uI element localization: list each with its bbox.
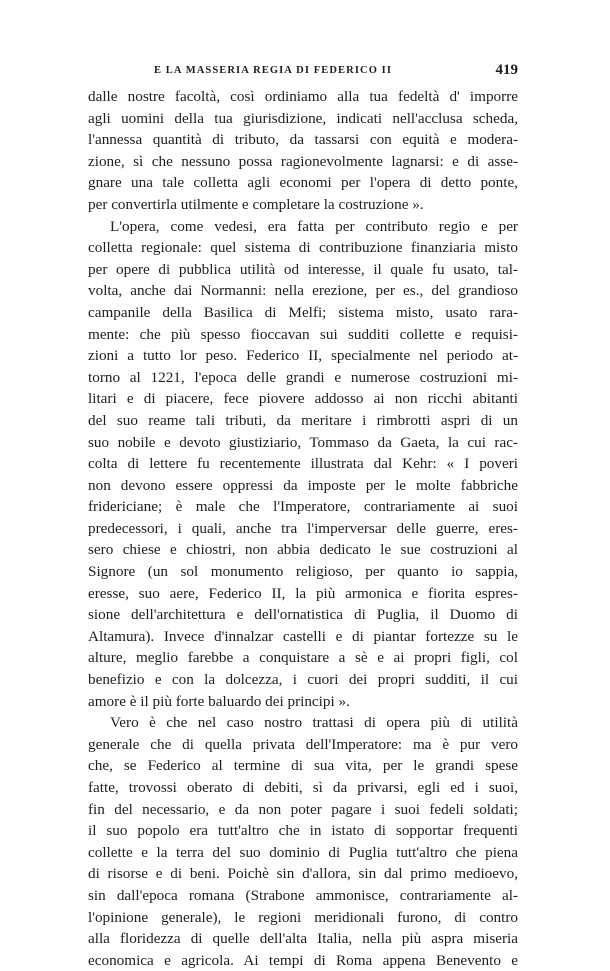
text-line: suo nobile e devoto giustiziario, Tommaso da Gaeta, la cui rac- <box>88 433 518 451</box>
page-header <box>88 62 518 82</box>
text-line: mente: che più spesso fioccavan sui sudditi collette e requisi- <box>88 325 518 343</box>
body-text <box>88 86 518 971</box>
text-line: di risorse e di beni. Poichè sin d'allora, sin dal primo medioevo, <box>88 865 518 883</box>
text-line: economica e agricola. Ai tempi di Roma appena Benevento e <box>88 951 518 969</box>
text-line: fin del necessario, e da non poter pagare i suoi fedeli soldati; <box>88 800 518 818</box>
text-line: campanile della Basilica di Melfi; sistema misto, usato rara- <box>88 303 518 321</box>
text-line: del suo reame tali tributi, da meritare i rimbrotti aspri di un <box>88 411 518 429</box>
text-line: colletta regionale: quel sistema di contribuzione finanziaria misto <box>88 239 518 257</box>
text-line: agli uomini della tua giurisdizione, indicati nell'acclusa scheda, <box>88 109 518 127</box>
text-line: per convertirla utilmente e completare la costruzione ». <box>88 195 424 213</box>
text-line: sero chiese e chiostri, non abbia dedicato le sue costruzioni al <box>88 541 518 559</box>
text-line: generale che di quella privata dell'Imperatore: ma è pur vero <box>88 735 518 753</box>
paragraph-3 <box>88 712 518 971</box>
paragraph-2 <box>88 216 518 713</box>
text-line: il suo popolo era tutt'altro che in istato di sopportar frequenti <box>88 822 518 840</box>
text-line: sione dell'architettura e dell'ornatistica di Puglia, il Duomo di <box>88 606 518 624</box>
paragraph-1 <box>88 86 518 216</box>
text-line: L'opera, come vedesi, era fatta per contributo regio e per <box>110 217 518 235</box>
text-line: predecessori, i quali, anche tra l'imperversar delle guerre, eres- <box>88 519 518 537</box>
text-line: alture, meglio farebbe a conquistare a sè e ai propri figli, col <box>88 649 518 667</box>
text-line: torno al 1221, l'epoca delle grandi e numerose costruzioni mi- <box>88 368 518 386</box>
text-line: gnare una tale colletta agli economi per l'opera di detto ponte, <box>88 174 518 192</box>
text-line: sin dall'epoca romana (Strabone ammonisce, contrariamente al- <box>88 886 518 904</box>
text-line: per opere di pubblica utilità od interesse, il quale fu usato, tal- <box>88 260 518 278</box>
text-line: Vero è che nel caso nostro trattasi di opera più di utilità <box>110 714 518 732</box>
text-line: dalle nostre facoltà, così ordiniamo alla tua fedeltà d' imporre <box>88 88 518 105</box>
text-line: zioni a tutto lor peso. Federico II, specialmente nel periodo at- <box>88 347 518 365</box>
running-title: E LA MASSERIA REGIA DI FEDERICO II <box>153 65 393 76</box>
text-line: eresse, suo aere, Federico II, la più armonica e fiorita espres- <box>88 584 518 602</box>
text-line: zione, sì che nessuno possa ragionevolmente lagnarsi: e di asse- <box>88 152 518 170</box>
text-line: Altamura). Invece d'innalzar castelli e di piantar fortezze su le <box>88 627 518 645</box>
text-line: Signore (un sol monumento religioso, per quanto io sappia, <box>88 563 518 581</box>
text-line: volta, anche dai Normanni: nella erezione, per es., del grandioso <box>88 282 518 300</box>
text-line: l'annessa quantità di tributo, da tassarsi con equità e modera- <box>88 131 518 149</box>
text-line: benefizio e con la dolcezza, i cuori dei propri sudditi, il cui <box>88 671 518 689</box>
text-line: l'opinione generale), le regioni meridionali furono, di contro <box>88 908 518 926</box>
page-number: 419 <box>495 62 518 78</box>
text-line: che, se Federico al termine di sua vita, per le grandi spese <box>88 757 518 775</box>
text-line: collette e la terra del suo dominio di Puglia tutt'altro che piena <box>88 843 518 861</box>
text-line: alla floridezza di quelle dell'alta Italia, nella più aspra miseria <box>88 930 518 948</box>
text-line: fatte, trovossi oberato di debiti, sì da privarsi, egli ed i suoi, <box>88 779 518 796</box>
text-line: amore è il più forte baluardo dei principi ». <box>88 692 350 710</box>
text-line: colta di lettere fu recentemente illustrata dal Kehr: « I poveri <box>88 455 518 473</box>
text-line: litari e di piacere, fece piovere addosso ai non ricchi abitanti <box>88 390 518 408</box>
text-line: non devono essere oppressi da imposte per le molte fabbriche <box>88 476 518 494</box>
text-line: fridericiane; è male che l'Imperatore, contrariamente ai suoi <box>88 498 518 516</box>
